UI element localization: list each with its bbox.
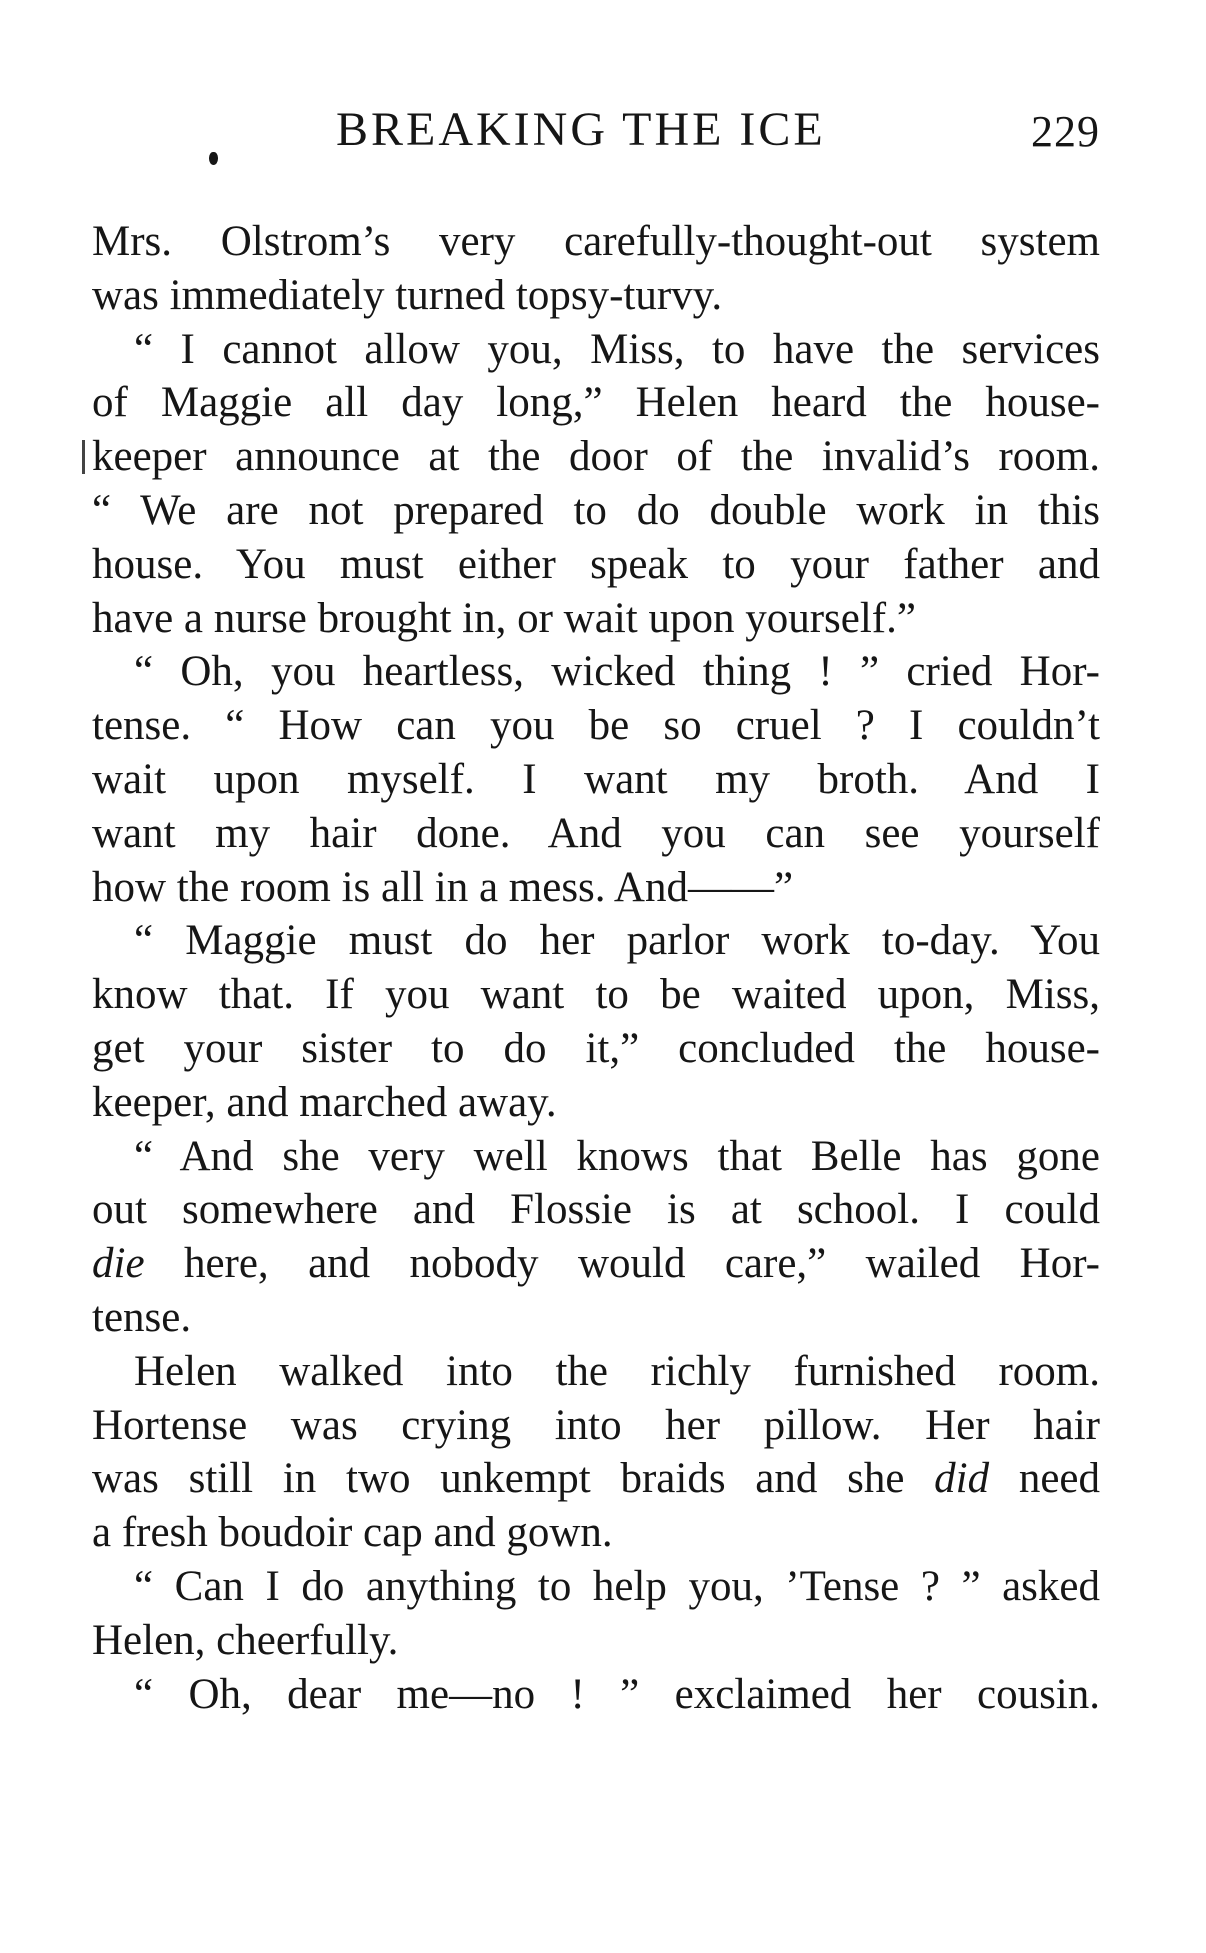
- text-line: house. You must either speak to your father and: [92, 540, 1100, 588]
- page-number: 229: [1031, 107, 1100, 156]
- text-line: Hortense was crying into her pillow. Her hair: [92, 1401, 1100, 1449]
- running-head: [92, 100, 1100, 160]
- text-line: “ And she very well knows that Belle has gone: [134, 1132, 1100, 1180]
- text-line: keeper, and marched away.: [92, 1078, 557, 1126]
- text-line: out somewhere and Flossie is at school. I could: [92, 1186, 1100, 1234]
- text-line: keeper announce at the door of the invalid’s room.: [92, 433, 1100, 481]
- text-line: “ Maggie must do her parlor work to-day. You: [134, 917, 1100, 965]
- text-line: Helen walked into the richly furnished room.: [134, 1347, 1100, 1395]
- text-line: was immediately turned topsy-turvy.: [92, 271, 723, 319]
- text-line: “ Oh, dear me—no ! ” exclaimed her cousin.: [134, 1670, 1100, 1718]
- text-line: have a nurse brought in, or wait upon yourself.”: [92, 594, 916, 642]
- text-line: tense.: [92, 1293, 192, 1341]
- ink-speck: [209, 152, 218, 165]
- emphasis: did: [934, 1455, 990, 1503]
- text-line: of Maggie all day long,” Helen heard the house-: [92, 379, 1100, 427]
- text-line: “ I cannot allow you, Miss, to have the services: [134, 325, 1100, 373]
- text-line: get your sister to do it,” concluded the house-: [92, 1024, 1100, 1072]
- chapter-title: BREAKING THE ICE: [336, 103, 826, 156]
- text-line: want my hair done. And you can see yourself: [92, 809, 1100, 857]
- text-line: “ Oh, you heartless, wicked thing ! ” cried Hor-: [134, 648, 1100, 696]
- text-line: was still in two unkempt braids and she did need: [92, 1455, 1101, 1503]
- text-line: die here, and nobody would care,” wailed Hor-: [92, 1240, 1100, 1288]
- text-line: how the room is all in a mess. And——”: [92, 863, 794, 911]
- text-line: Mrs. Olstrom’s very carefully-thought-out system: [92, 218, 1100, 265]
- emphasis: die: [92, 1240, 145, 1288]
- text-line: tense. “ How can you be so cruel ? I couldn’t: [92, 702, 1100, 750]
- text-line: know that. If you want to be waited upon, Miss,: [92, 971, 1100, 1019]
- margin-mark: [82, 440, 85, 474]
- body-text: [92, 215, 1100, 1721]
- text-line: wait upon myself. I want my broth. And I: [92, 755, 1100, 803]
- text-line: a fresh boudoir cap and gown.: [92, 1509, 613, 1557]
- text-line: “ We are not prepared to do double work in this: [92, 486, 1100, 534]
- text-line: “ Can I do anything to help you, ’Tense ? ” asked: [134, 1562, 1100, 1610]
- text-line: Helen, cheerfully.: [92, 1616, 399, 1664]
